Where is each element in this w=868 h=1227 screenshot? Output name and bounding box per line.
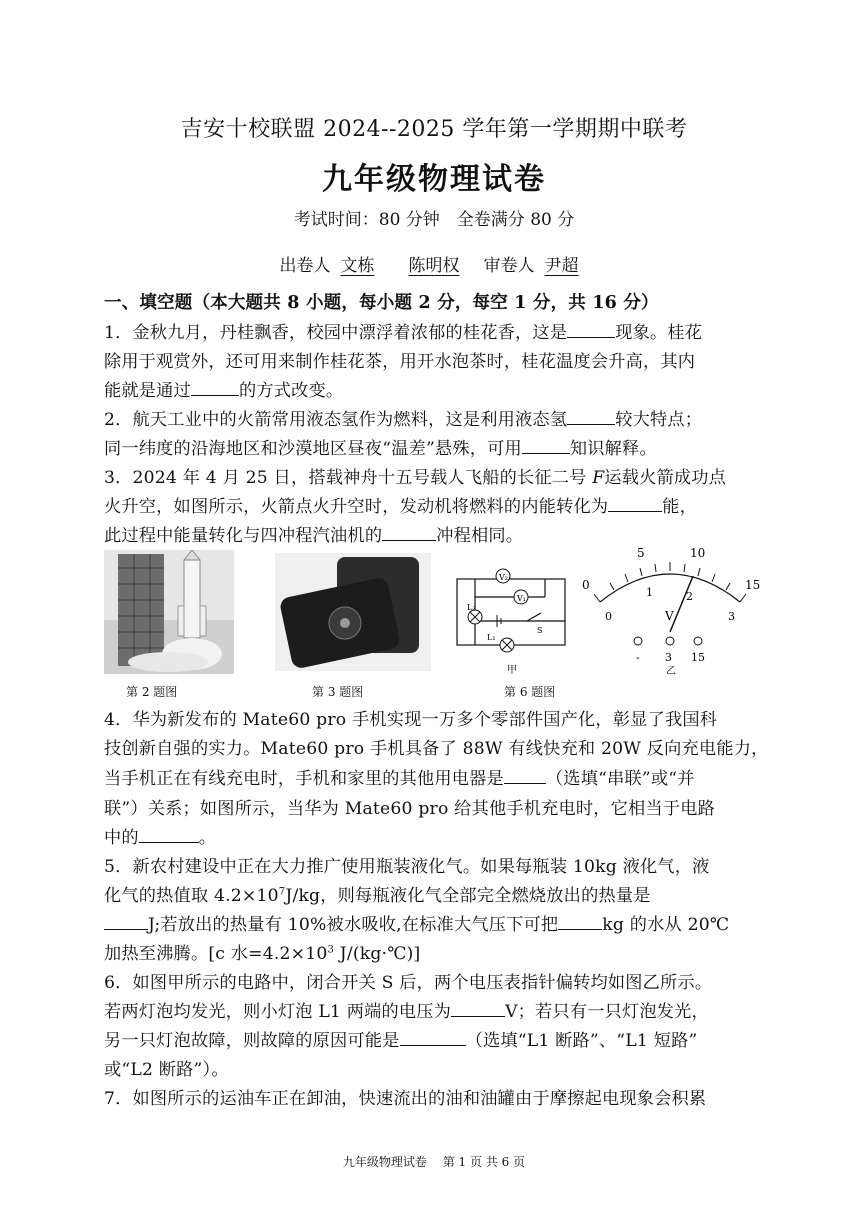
answer-blank[interactable] (522, 439, 570, 454)
answer-blank[interactable] (558, 915, 602, 930)
q1-line1: 1．金秋九月，丹桂飘香，校园中漂浮着浓郁的桂花香，这是 现象。桂花 (104, 323, 703, 343)
authors-line (0, 251, 868, 276)
svg-text:15: 15 (691, 651, 705, 664)
q5-line1: 5．新农村建设中正在大力推广使用瓶装液化气。如果每瓶装 10kg 液化气，液 (104, 857, 710, 877)
rocket-photo (104, 550, 234, 674)
q1-line3: 能就是通过 的方式改变。 (104, 381, 344, 401)
q5-line2: 化气的热值取 $4.2\times 10^7J/kg$，则每瓶液化气全部完全燃烧放出的热量是 (104, 886, 651, 906)
exam-title: 吉安十校联盟 2024--2025 学年第一学期期中联考 (180, 117, 688, 142)
svg-text:1: 1 (646, 586, 653, 599)
author-1: 文栋 (340, 256, 375, 276)
section-heading: 一、填空题（本大题共 8 小题，每小题 2 分，每空 1 分，共 16 分） (104, 293, 659, 313)
answer-blank[interactable] (451, 1002, 505, 1017)
answer-blank[interactable] (504, 769, 546, 784)
q2-line2: 同一纬度的沿海地区和沙漠地区昼夜“温差”悬殊，可用 知识解释。 (104, 439, 657, 459)
q3-line2: 火升空，如图所示，火箭点火升空时，发动机将燃料的内能转化为 能， (104, 497, 698, 517)
svg-text:0: 0 (582, 578, 590, 592)
authors-label: 出卷人 (279, 256, 331, 276)
q6-line4: 或“L2 断路”）。 (104, 1060, 229, 1080)
svg-text:5: 5 (637, 546, 645, 560)
svg-text:V: V (665, 609, 674, 623)
v1-label: V₁ (517, 594, 526, 603)
q4-line4: 联”）关系；如图所示，当华为 Mate60 pro 给其他手机充电时，它相当于电路 (104, 799, 715, 819)
q4-line3: 当手机正在有线充电时，手机和家里的其他用电器是 （选填“串联”或“并 (104, 769, 695, 789)
svg-text:3: 3 (665, 651, 672, 664)
svg-text:15: 15 (745, 578, 761, 592)
answer-blank[interactable] (608, 497, 662, 512)
q6-line2: 若两灯泡均发光，则小灯泡 L1 两端的电压为 V；若只有一只灯泡发光， (104, 1002, 709, 1022)
answer-blank[interactable] (400, 1031, 466, 1046)
meter-needle (670, 576, 693, 632)
q5-line3: J;若放出的热量有 10%被水吸收,在标准大气压下可把 kg 的水从 20℃ (104, 910, 729, 935)
answer-blank[interactable] (382, 526, 436, 541)
q6-line1: 6．如图甲所示的电路中，闭合开关 S 后，两个电压表指针偏转均如图乙所示。 (104, 973, 713, 993)
author-2: 陈明权 (408, 256, 460, 276)
paper-title: 九年级物理试卷 (322, 162, 546, 197)
q4-line5: 中的 。 (104, 828, 217, 848)
caption-fig6: 第 6 题图 (504, 685, 556, 699)
l1-label: L₁ (487, 633, 496, 642)
svg-text:2: 2 (686, 590, 693, 603)
answer-blank[interactable] (191, 381, 239, 396)
phone-charging-photo (275, 553, 431, 671)
answer-blank[interactable] (139, 828, 199, 843)
answer-blank[interactable] (567, 410, 615, 425)
page-footer: 九年级物理试卷 第 1 页 共 6 页 (342, 1155, 526, 1169)
reviewer-label: 审卷人 (483, 256, 535, 276)
q4-line1: 4．华为新发布的 Mate60 pro 手机实现一万多个零部件国产化，彰显了我国科 (104, 710, 718, 730)
switch-label: S (537, 626, 543, 635)
circuit-caption: 甲 (507, 665, 517, 676)
voltmeter-dial (580, 544, 770, 674)
circuit-diagram (455, 565, 575, 680)
q4-line2: 技创新自强的实力。Mate60 pro 手机具备了 88W 有线快充和 20W 反向充电能力， (104, 739, 769, 759)
q3-line1: 3．2024 年 4 月 25 日，搭载神舟十五号载人飞船的长征二号 F运载火箭成功点 (104, 468, 727, 488)
caption-fig3: 第 3 题图 (312, 685, 364, 699)
answer-blank[interactable] (567, 323, 615, 338)
meter-caption: 乙 (666, 666, 676, 674)
q1-line2: 除用于观赏外，还可用来制作桂花茶，用开水泡茶时，桂花温度会升高，其内 (104, 352, 696, 372)
q7-line1: 7．如图所示的运油车正在卸油，快速流出的油和油罐由于摩擦起电现象会积累 (104, 1089, 707, 1109)
exam-meta: 考试时间：80 分钟 全卷满分 80 分 (293, 210, 575, 230)
v2-label: V₂ (499, 573, 508, 582)
l2-label: L₂ (467, 603, 476, 612)
reviewer: 尹超 (544, 256, 579, 276)
q6-line3: 另一只灯泡故障，则故障的原因可能是 （选填“L1 断路”、“L1 短路” (104, 1031, 698, 1051)
svg-text:3: 3 (728, 610, 735, 623)
svg-text:10: 10 (690, 546, 706, 560)
q3-line3: 此过程中能量转化与四冲程汽油机的 冲程相同。 (104, 526, 524, 546)
svg-text:-: - (636, 651, 640, 664)
svg-text:0: 0 (605, 610, 612, 623)
answer-blank[interactable] (104, 915, 148, 930)
q2-line1: 2．航天工业中的火箭常用液态氢作为燃料，这是利用液态氢 较大特点； (104, 410, 703, 430)
q5-line4: 加热至沸腾。[c 水$=4.2\times 10^3$ J/(kg·℃)] (104, 944, 421, 964)
caption-fig2: 第 2 题图 (126, 685, 178, 699)
